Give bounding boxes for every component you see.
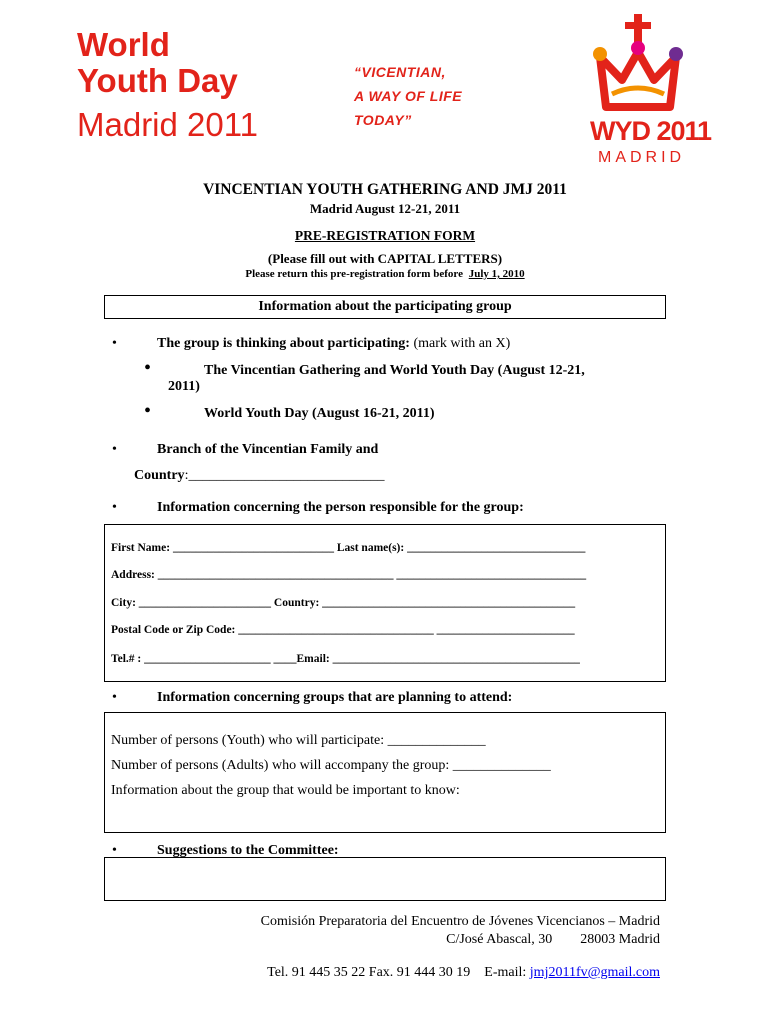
crown-cross-icon <box>590 12 720 112</box>
address-field[interactable]: Address: _________________________________________ _________________________________ <box>111 569 587 581</box>
adult-count-field[interactable]: Number of persons (Adults) who will accompany the group: ______________ <box>111 758 551 773</box>
footer-committee: Comisión Preparatoria del Encuentro de Jóvenes Vicencianos – Madrid <box>260 914 660 929</box>
option-wyd-only[interactable]: World Youth Day (August 16-21, 2011) <box>204 406 435 421</box>
bullet-icon: • <box>112 500 117 515</box>
tagline-line3: TODAY” <box>354 112 412 128</box>
checkbox-bullet-icon[interactable]: • <box>144 400 152 422</box>
country-label: Country <box>134 468 185 483</box>
tel-email-field[interactable]: Tel.# : ______________________ ____Email: ___________________________________________ <box>111 653 580 665</box>
suggestions-box[interactable] <box>104 857 666 901</box>
branch-label: Branch of the Vincentian Family and <box>157 442 379 457</box>
footer-address: C/José Abascal, 30 28003 Madrid <box>446 932 660 947</box>
checkbox-bullet-icon[interactable]: • <box>144 357 152 379</box>
participation-hint: (mark with an X) <box>413 336 511 351</box>
footer-phone-fax: Tel. 91 445 35 22 Fax. 91 444 30 19 E-mail: <box>267 965 530 980</box>
form-dates: Madrid August 12-21, 2011 <box>309 201 461 216</box>
bullet-icon: • <box>112 843 117 858</box>
return-prefix: Please return this pre-registration form before <box>245 268 463 280</box>
option-gathering-wyd[interactable]: The Vincentian Gathering and World Youth Day (August 12-21, <box>204 363 585 378</box>
suggestions-heading: Suggestions to the Committee: <box>157 843 339 858</box>
return-date: July 1, 2010 <box>468 268 525 280</box>
country-field[interactable] <box>134 468 384 484</box>
logo-line-world: World <box>77 26 170 63</box>
form-instruction: (Please fill out with CAPITAL LETTERS) <box>267 251 503 266</box>
first-last-name-field[interactable]: First Name: ____________________________ Last name(s): _______________________________ <box>111 542 586 554</box>
footer-email-link[interactable]: jmj2011fv@gmail.com <box>529 965 660 980</box>
tagline-line1: “VICENTIAN, <box>354 64 446 80</box>
footer-contact <box>260 949 660 981</box>
bullet-icon: • <box>112 690 117 705</box>
bullet-icon: • <box>112 442 117 457</box>
country-blank[interactable]: :____________________________ <box>184 468 385 483</box>
section-heading: Information about the participating group <box>258 299 512 314</box>
form-main-title: VINCENTIAN YOUTH GATHERING AND JMJ 2011 <box>203 181 567 198</box>
section-heading-box <box>104 295 666 319</box>
return-deadline <box>0 268 770 280</box>
participation-question <box>157 336 510 352</box>
logo-line-youth-day: Youth Day <box>77 62 238 99</box>
wyd-emblem <box>590 12 720 172</box>
group-info-field[interactable]: Information about the group that would be important to know: <box>111 783 460 798</box>
tagline-line2: A WAY OF LIFE <box>354 88 463 104</box>
logo-line-madrid: Madrid 2011 <box>77 106 259 143</box>
postal-code-field[interactable]: Postal Code or Zip Code: __________________________________ ________________________ <box>111 624 575 636</box>
attend-heading: Information concerning groups that are planning to attend: <box>157 690 513 705</box>
option-gathering-wyd-cont: 2011) <box>168 379 200 394</box>
city-country-field[interactable]: City: _______________________ Country: ____________________________________________ <box>111 597 576 609</box>
participation-label: The group is thinking about participating: <box>157 336 410 351</box>
youth-count-field[interactable]: Number of persons (Youth) who will participate: ______________ <box>111 733 486 748</box>
emblem-subtitle: MADRID <box>598 149 686 166</box>
responsible-heading: Information concerning the person responsible for the group: <box>157 500 524 515</box>
form-name: PRE-REGISTRATION FORM <box>294 228 476 243</box>
emblem-title: WYD 2011 <box>590 116 712 146</box>
bullet-icon: • <box>112 336 117 351</box>
